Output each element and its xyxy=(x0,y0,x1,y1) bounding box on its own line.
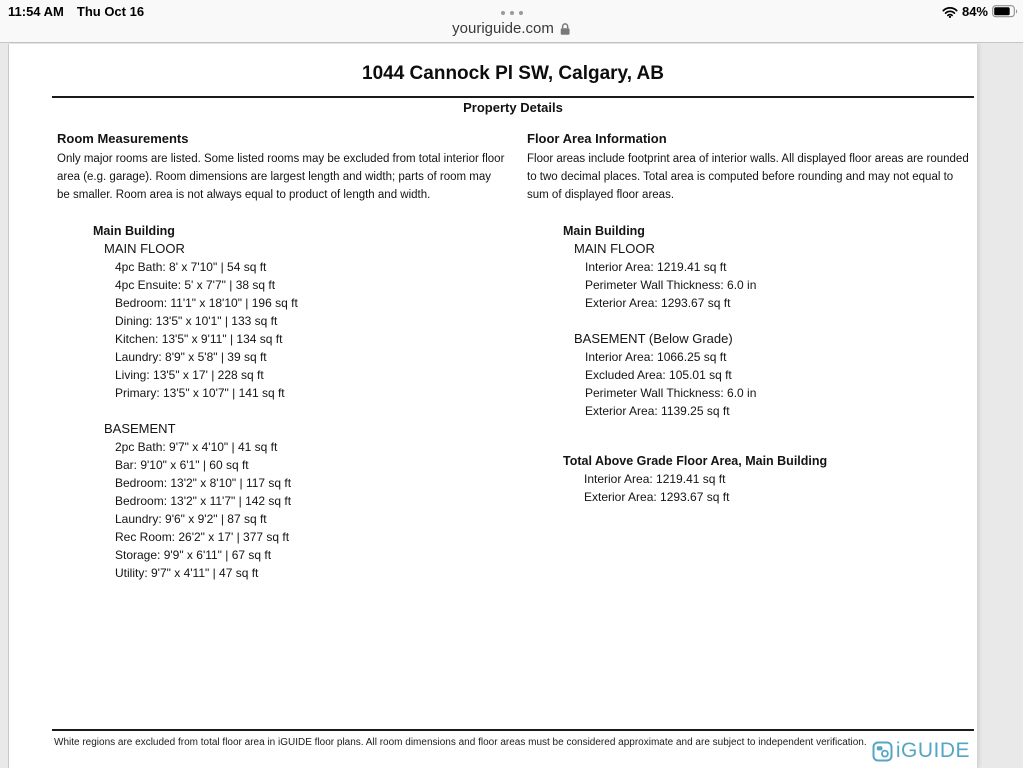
document-viewport[interactable] xyxy=(0,44,1023,768)
stat-line: Interior Area: 1219.41 sq ft xyxy=(585,260,727,274)
browser-chrome xyxy=(0,0,1023,43)
floor-name: MAIN FLOOR xyxy=(104,241,185,256)
section-heading: Floor Area Information xyxy=(527,131,667,146)
dot-icon xyxy=(501,11,505,15)
stat-line: Interior Area: 1066.25 sq ft xyxy=(585,350,727,364)
floor-group-main-floor xyxy=(104,240,519,402)
tab-overview-icon[interactable] xyxy=(501,11,523,15)
room-line: Bedroom: 11'1" x 18'10" | 196 sq ft xyxy=(115,296,298,310)
iguide-logo-text: iGUIDE xyxy=(895,739,970,762)
section-description: Floor areas include footprint area of interior walls. All displayed floor areas are rounded to two decimal places. Total area is computed before rounding and may not equal to sum of displayed floor areas. xyxy=(527,153,969,201)
section-description: Only major rooms are listed. Some listed rooms may be excluded from total interior floor area (e.g. garage). Room dimensions are largest length and width; parts of room may be smaller. Room area is not always equal to product of length and width. xyxy=(57,153,505,201)
room-line: 4pc Bath: 8' x 7'10" | 54 sq ft xyxy=(115,260,267,274)
battery-percent: 84% xyxy=(961,4,988,19)
room-line: Laundry: 8'9" x 5'8" | 39 sq ft xyxy=(115,350,267,364)
status-time: 11:54 AM xyxy=(8,4,64,19)
floor-area-section xyxy=(527,131,983,506)
building-name: Main Building xyxy=(93,224,175,238)
floor-name: MAIN FLOOR xyxy=(574,241,655,256)
floor-group-basement xyxy=(104,420,519,582)
dot-icon xyxy=(510,11,514,15)
floor-name: BASEMENT xyxy=(104,421,176,436)
stat-line: Exterior Area: 1293.67 sq ft xyxy=(585,296,731,310)
room-line: Bedroom: 13'2" x 11'7" | 142 sq ft xyxy=(115,494,292,508)
disclaimer-text: White regions are excluded from total floor area in iGUIDE floor plans. All room dimensions and floor areas must be considered approximate and are subject to independent verification. xyxy=(54,737,867,748)
floor-name: BASEMENT (Below Grade) xyxy=(574,331,733,346)
iguide-logo-icon xyxy=(872,741,893,762)
address-bar[interactable] xyxy=(452,20,571,37)
battery-icon xyxy=(992,5,1018,18)
room-line: Dining: 13'5" x 10'1" | 133 sq ft xyxy=(115,314,278,328)
stat-line: Perimeter Wall Thickness: 6.0 in xyxy=(585,278,757,292)
room-line: Utility: 9'7" x 4'11" | 47 sq ft xyxy=(115,566,259,580)
stat-line: Excluded Area: 105.01 sq ft xyxy=(585,368,732,382)
floor-area-main-floor xyxy=(574,240,983,312)
lock-icon xyxy=(560,22,571,36)
stat-line: Exterior Area: 1293.67 sq ft xyxy=(584,490,730,504)
room-line: 4pc Ensuite: 5' x 7'7" | 38 sq ft xyxy=(115,278,276,292)
stat-line: Interior Area: 1219.41 sq ft xyxy=(584,472,726,486)
url-text: youriguide.com xyxy=(452,20,554,37)
room-line: Storage: 9'9" x 6'11" | 67 sq ft xyxy=(115,548,272,562)
total-above-grade-block xyxy=(563,452,983,506)
stat-line: Exterior Area: 1139.25 sq ft xyxy=(585,404,730,418)
room-line: Bar: 9'10" x 6'1" | 60 sq ft xyxy=(115,458,249,472)
status-date: Thu Oct 16 xyxy=(76,4,145,19)
wifi-icon xyxy=(942,6,958,18)
status-bar-right xyxy=(942,4,1018,19)
stat-line: Perimeter Wall Thickness: 6.0 in xyxy=(585,386,757,400)
dot-icon xyxy=(519,11,523,15)
status-bar-left xyxy=(8,4,144,19)
room-measurements-section xyxy=(57,131,519,582)
page-title: 1044 Cannock Pl SW, Calgary, AB xyxy=(362,63,664,84)
room-line: Rec Room: 26'2" x 17' | 377 sq ft xyxy=(115,530,290,544)
page-subtitle: Property Details xyxy=(463,100,563,115)
document-footer xyxy=(52,729,974,762)
floor-area-basement xyxy=(574,330,983,420)
room-line: 2pc Bath: 9'7" x 4'10" | 41 sq ft xyxy=(115,440,278,454)
room-line: Kitchen: 13'5" x 9'11" | 134 sq ft xyxy=(115,332,283,346)
section-heading: Room Measurements xyxy=(57,131,189,146)
total-heading: Total Above Grade Floor Area, Main Building xyxy=(563,454,828,468)
title-divider xyxy=(52,96,974,98)
room-line: Primary: 13'5" x 10'7" | 141 sq ft xyxy=(115,386,285,400)
iguide-logo xyxy=(872,739,970,763)
pdf-page xyxy=(8,44,978,768)
room-line: Bedroom: 13'2" x 8'10" | 117 sq ft xyxy=(115,476,292,490)
room-line: Living: 13'5" x 17' | 228 sq ft xyxy=(115,368,264,382)
building-name: Main Building xyxy=(563,224,645,238)
room-line: Laundry: 9'6" x 9'2" | 87 sq ft xyxy=(115,512,267,526)
